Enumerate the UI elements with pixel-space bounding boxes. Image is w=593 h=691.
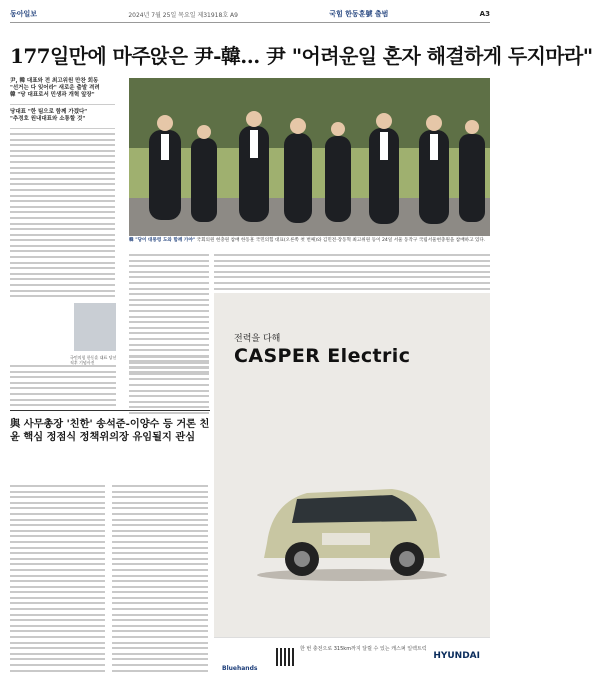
page-number: A3: [479, 10, 490, 18]
hyundai-logo: HYUNDAI: [433, 651, 480, 661]
car-image: [252, 463, 452, 587]
ad-note: 한 번 충전으로 315km까지 달릴 수 있는 캐스퍼 일렉트릭: [300, 646, 427, 652]
divider: [10, 104, 115, 105]
caption-label: 韓 "당이 대통령 도와 함께 가야": [129, 238, 196, 243]
caption-text: 국회의원 현충원 참배 한동훈 국민의힘 대표(오른쪽 첫 번째)와 김민전·장동혁 최고위원 등이 24일 서울 동작구 국립서울현충원을 참배하고 있다.: [196, 238, 486, 243]
issue-info: 2024년 7월 25일 목요일 제31918호 A9: [128, 11, 238, 19]
photo-caption: [129, 238, 490, 244]
ad-tagline: 전력을 다해: [234, 334, 281, 344]
summary-line: 尹, 韓 대표와 전 최고위원 만찬 회동: [10, 78, 99, 84]
summary-line: "선거는 다 잊어라" 새로운 출발 격려: [10, 85, 100, 92]
body-text-lines: [10, 485, 105, 675]
summary-line: 당대표 "한 팀으로 함께 가겠다": [10, 108, 88, 115]
summary-line: "추경호 원내대표와 소통할 것": [10, 115, 86, 122]
newspaper-logo[interactable]: 동아일보: [10, 10, 38, 18]
advertisement[interactable]: [214, 293, 490, 682]
body-text-lines: [10, 365, 116, 410]
qr-code-icon[interactable]: [276, 648, 294, 666]
article2-title: 與 사무총장 '친한' 송석준-이양수 등 거론 친윤 핵심 정점식 정책위의장 유임될지 관심: [10, 418, 210, 443]
divider: [10, 128, 115, 129]
divider: [10, 410, 210, 411]
summary-line: 韓 "당 대표로서 민생과 개혁 앞장": [10, 92, 95, 99]
inset-caption: 국민의힘 한동훈 대표 당선 직후 기념사진: [70, 355, 117, 365]
summary-list: [10, 78, 115, 123]
section-title: 국힘 한동훈號 출범: [329, 10, 389, 18]
bluehands-logo: Bluehands: [222, 665, 258, 672]
body-text-lines: [112, 485, 208, 675]
body-text-lines: [129, 356, 209, 418]
summary-column: [10, 78, 115, 301]
ad-footer: [214, 637, 490, 682]
main-headline: 177일만에 마주앉은 尹-韓… 尹 "어려운일 혼자 해결하게 두지마라": [10, 44, 593, 68]
ad-brand: CASPER Electric: [234, 345, 411, 367]
news-photo: [129, 78, 490, 236]
page-header: [10, 6, 490, 23]
inset-photo: [74, 303, 116, 351]
body-text-lines: [10, 133, 115, 297]
